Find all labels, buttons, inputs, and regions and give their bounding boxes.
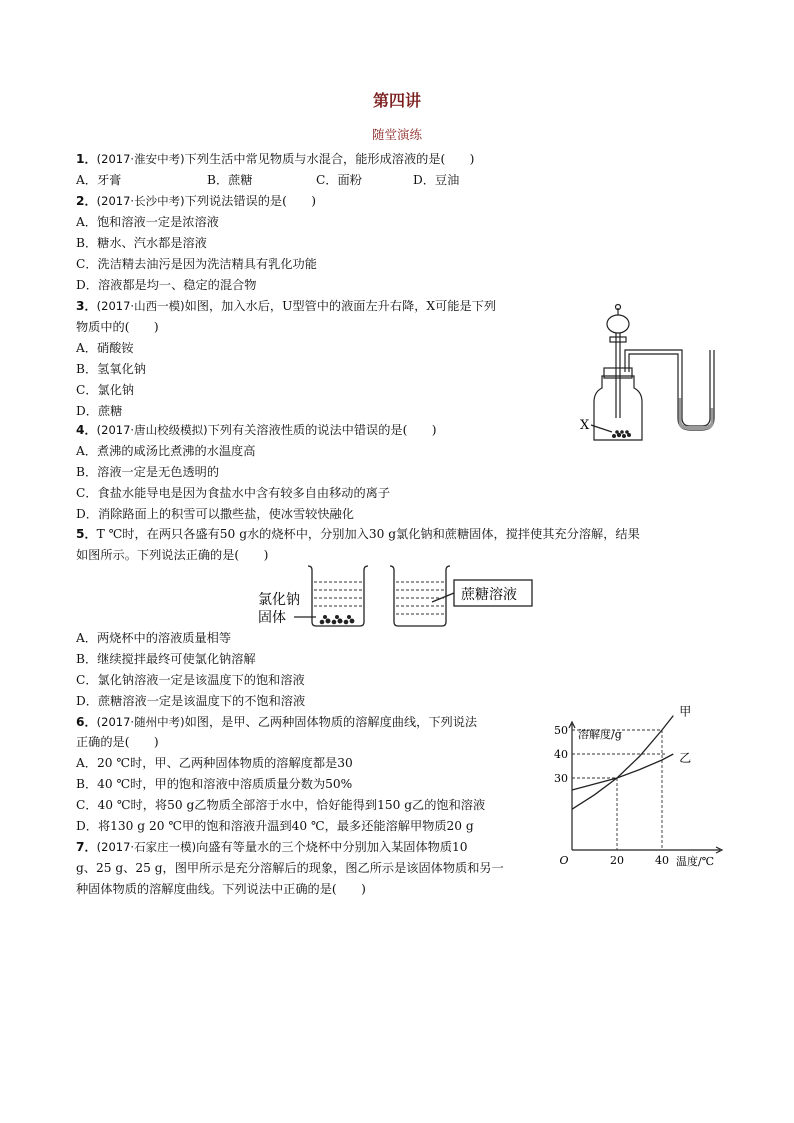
q4-option-c: C．食盐水能导电是因为食盐水中含有较多自由移动的离子 <box>76 486 391 500</box>
y-tick-50: 50 <box>554 724 568 737</box>
q4-source: (2017·唐山校级模拟) <box>96 423 208 437</box>
q4-option-a: A．煮沸的咸汤比煮沸的水温度高 <box>76 444 256 458</box>
q2-stem <box>76 193 316 209</box>
solubility-chart <box>548 704 728 868</box>
y-axis-label: 溶解度/g <box>578 728 622 741</box>
q2-number: 2． <box>76 194 97 208</box>
q3-option-d: D．蔗糖 <box>76 404 123 418</box>
q7-stem-line2: g、25 g、25 g，图甲所示是充分溶解后的现象，图乙所示是该固体物质和另一 <box>76 861 504 875</box>
q5-stem-line2: 如图所示。下列说法正确的是( ) <box>76 548 269 562</box>
x-axis-label: 温度/℃ <box>676 855 715 868</box>
q6-option-a: A．20 ℃时，甲、乙两种固体物质的溶解度都是30 <box>76 756 353 770</box>
q1-option-b: B．蔗糖 <box>207 173 253 187</box>
q3-source: (2017·山西一模) <box>96 299 185 313</box>
right-beaker <box>390 566 450 626</box>
q2-source: (2017·长沙中考) <box>96 194 185 208</box>
q6-option-c: C．40 ℃时，将50 g乙物质全部溶于水中，恰好能得到150 g乙的饱和溶液 <box>76 798 486 812</box>
q5-right-label: 蔗糖溶液 <box>461 587 517 603</box>
q4-option-b: B．溶液一定是无色透明的 <box>76 465 220 479</box>
origin-label: O <box>559 854 569 867</box>
q3-number: 3． <box>76 299 97 313</box>
q3-stem-line2: 物质中的( ) <box>76 320 159 334</box>
series-label-1: 甲 <box>679 704 692 719</box>
x-tick-40: 40 <box>655 854 669 867</box>
q2-option-b: B．糖水、汽水都是溶液 <box>76 236 207 250</box>
q4-stem-text: 下列有关溶液性质的说法中错误的是( ) <box>207 423 437 437</box>
q1-option-a: A．牙膏 <box>76 173 122 187</box>
q3-stem-text: 如图，加入水后，U型管中的液面左升右降，X可能是下列 <box>184 299 497 313</box>
q5-left-label-2: 固体 <box>258 610 286 626</box>
q1-source: (2017·淮安中考) <box>96 152 185 166</box>
q4-stem <box>76 422 436 438</box>
q1-number: 1． <box>76 152 97 166</box>
q1-option-d: D．豆油 <box>413 173 460 187</box>
q6-number: 6． <box>76 715 97 729</box>
q6-stem-line2: 正确的是( ) <box>76 735 159 749</box>
y-tick-30: 30 <box>554 772 568 785</box>
q5-stem-text: T ℃时，在两只各盛有50 g水的烧杯中，分别加入30 g氯化钠和蔗糖固体，搅拌使其充分溶解，结果 <box>96 527 640 541</box>
q7-stem-line3: 种固体物质的溶解度曲线。下列说法中正确的是( ) <box>76 882 366 896</box>
funnel-bulb <box>607 315 629 333</box>
q5-beakers-figure <box>250 560 540 632</box>
q5-left-label-1: 氯化钠 <box>258 592 300 608</box>
q1-option-c: C．面粉 <box>316 173 362 187</box>
q5-option-b: B．继续搅拌最终可使氯化钠溶解 <box>76 652 256 666</box>
q6-option-b: B．40 ℃时，甲的饱和溶液中溶质质量分数为50% <box>76 777 353 791</box>
page-title: 第四讲 <box>372 91 421 110</box>
series-label-2: 乙 <box>679 751 692 765</box>
x-tick-20: 20 <box>610 854 624 867</box>
q1-options <box>76 172 576 188</box>
q5-stem-line1 <box>76 526 640 542</box>
q1-stem-text: 下列生活中常见物质与水混合，能形成溶液的是( ) <box>184 152 475 166</box>
q3-stem-line1 <box>76 298 496 314</box>
q6-stem-line1 <box>76 714 477 730</box>
q7-stem-line1 <box>76 839 468 855</box>
q5-option-a: A．两烧杯中的溶液质量相等 <box>76 631 232 645</box>
q3-figure-label: X <box>580 418 590 433</box>
section-title: 随堂演练 <box>371 127 422 142</box>
flask-body <box>594 376 642 440</box>
q7-stem-text: 向盛有等量水的三个烧杯中分别加入某固体物质10 <box>196 840 468 854</box>
q3-option-b: B．氢氧化钠 <box>76 362 146 376</box>
q4-number: 4． <box>76 423 97 437</box>
q6-source: (2017·随州中考) <box>96 715 185 729</box>
q2-option-c: C．洗洁精去油污是因为洗洁精具有乳化功能 <box>76 257 317 271</box>
q6-option-d: D．将130 g 20 ℃甲的饱和溶液升温到40 ℃，最多还能溶解甲物质20 g <box>76 819 474 833</box>
q3-option-a: A．硝酸铵 <box>76 341 134 355</box>
q5-option-c: C．氯化钠溶液一定是该温度下的饱和溶液 <box>76 673 305 687</box>
q1-stem <box>76 151 474 167</box>
q2-stem-text: 下列说法错误的是( ) <box>184 194 316 208</box>
q3-option-c: C．氯化钠 <box>76 383 135 397</box>
q5-number: 5． <box>76 527 97 541</box>
q2-option-d: D．溶液都是均一、稳定的混合物 <box>76 278 257 292</box>
q5-option-d: D．蔗糖溶液一定是该温度下的不饱和溶液 <box>76 694 306 708</box>
q4-option-d: D．消除路面上的积雪可以撒些盐，使冰雪较快融化 <box>76 507 354 521</box>
q7-source: (2017·石家庄一模) <box>96 840 197 854</box>
q2-option-a: A．饱和溶液一定是浓溶液 <box>76 215 219 229</box>
q6-stem-text: 如图，是甲、乙两种固体物质的溶解度曲线，下列说法 <box>184 715 478 729</box>
y-tick-40: 40 <box>554 748 568 761</box>
q3-apparatus-figure <box>572 298 732 448</box>
q7-number: 7． <box>76 840 97 854</box>
